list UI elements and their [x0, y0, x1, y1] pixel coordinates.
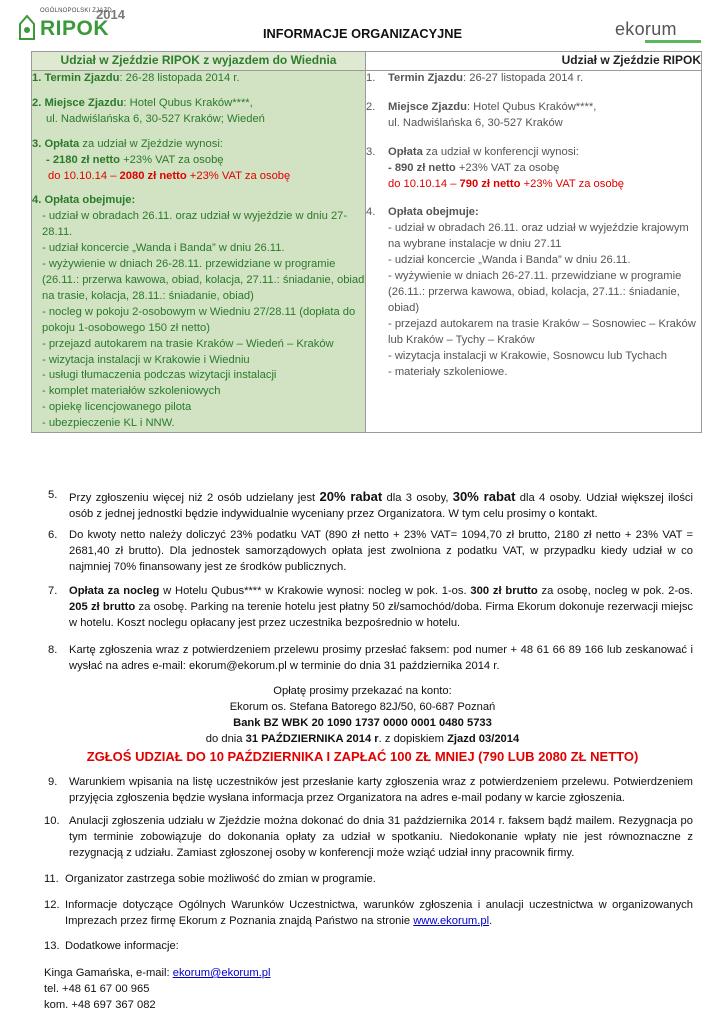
- contact-name: Kinga Gamańska, e-mail:: [44, 967, 173, 979]
- left-column-heading: Udział w Zjeździe RIPOK z wyjazdem do Wiednia: [32, 52, 366, 71]
- contact-mobile: kom. +48 697 367 082: [44, 998, 156, 1011]
- item-6: 6. Do kwoty netto należy doliczyć 23% podatku VAT (890 zł netto + 23% VAT= 1094,70 zł brutto, 2180 zł netto + 23% VAT = 2681,40 zł brutto). Dla jednostek samorządowych opłata jest zwolniona z podatku VAT, w przypadku kiedy udział w co najmniej 70% finansowany jest ze środków publicznych.: [48, 529, 693, 573]
- list-item: - wyżywienie w dniach 26-28.11. przewidziane w programie (26.11.: przerwa kawowa, obiad, kolacja, 27.11.: śniadanie, obiad na trasie, kolacja, 28.11.: śniadanie, obiad): [42, 258, 365, 302]
- left-term: 1. Termin Zjazdu: 26-28 listopada 2014 r.: [32, 72, 240, 84]
- early-registration-banner: ZGŁOŚ UDZIAŁ DO 10 PAŹDZIERNIKA I ZAPŁAĆ 100 ZŁ MNIEJ (790 LUB 2080 ZŁ NETTO): [86, 749, 639, 764]
- ripok-year: 2014: [96, 7, 125, 22]
- ripok-subtitle: OGÓLNOPOLSKI ZJAZD: [40, 8, 112, 14]
- contact-block: [44, 966, 271, 1014]
- list-item: - przejazd autokarem na trasie Kraków – Sosnowiec – Kraków lub Kraków – Tychy – Kraków: [388, 317, 696, 346]
- list-item: - nocleg w pokoju 2-osobowym w Wiedniu 27/28.11 (dopłata do pokoju 1-osobowego 150 zł netto): [42, 305, 356, 334]
- right-column-heading: Udział w Zjeździe RIPOK: [366, 52, 702, 71]
- ekorum-logo: [615, 17, 701, 43]
- item-5: 5. Przy zgłoszeniu więcej niż 2 osób udzielany jest 20% rabat dla 3 osoby, 30% rabat dla 4 osoby. Udział większej ilości osób z jednej jednostki będzie indywidualnie wyceniany przez Organizatora. W tym celu prosimy o kontakt.: [48, 489, 693, 520]
- contact-phone: tel. +48 61 67 00 965: [44, 982, 150, 995]
- item-13: 13. Dodatkowe informacje:: [44, 940, 179, 952]
- ekorum-website-link[interactable]: www.ekorum.pl: [413, 914, 490, 927]
- list-item: - opiekę licencjowanego pilota: [42, 401, 192, 414]
- list-item: - udział w obradach 26.11. oraz udział w wyjeździe w dniu 27-28.11.: [42, 210, 348, 239]
- item-8: 8. Kartę zgłoszenia wraz z potwierdzeniem przelewu prosimy przesłać faksem: pod numer + 48 61 66 89 166 lub zeskanować i wysłać na adres e-mail: ekorum@ekorum.pl w terminie do dnia 31 października 2014 r.: [48, 644, 693, 672]
- contact-email-link[interactable]: ekorum@ekorum.pl: [172, 967, 271, 979]
- list-item: - wizytacja instalacji w Krakowie, Sosnowcu lub Tychach: [388, 349, 667, 362]
- ripok-name: RIPOK: [40, 17, 110, 40]
- right-fee: 3. Opłata za udział w konferencji wynosi: - 890 zł netto +23% VAT za osobę do 10.10.14 – 790 zł netto +23% VAT za osobę: [366, 145, 625, 190]
- list-item: - wizytacja instalacji w Krakowie i Wiedniu: [42, 353, 250, 366]
- right-place: 2. Miejsce Zjazdu: Hotel Qubus Kraków****, ul. Nadwiślańska 6, 30-527 Kraków: [366, 100, 597, 129]
- payment-bank-account: Bank BZ WBK 20 1090 1737 0000 0001 0480 5733: [233, 717, 492, 729]
- list-item: - przejazd autokarem na trasie Kraków – Wiedeń – Kraków: [42, 337, 334, 350]
- left-fee: 3. Opłata za udział w Zjeździe wynosi: - 2180 zł netto +23% VAT za osobę do 10.10.14 – 2080 zł netto +23% VAT za osobę: [32, 137, 291, 182]
- ekorum-logo-text: ekorum: [615, 19, 677, 39]
- list-item: - udział w obradach 26.11. oraz udział w wyjeździe krajowym na wybrane instalacje w dniu 27.11: [388, 222, 689, 251]
- list-item: - komplet materiałów szkoleniowych: [42, 385, 221, 398]
- ekorum-logo-bar: [645, 40, 701, 43]
- list-item: - ubezpieczenie KL i NNW.: [42, 417, 175, 430]
- right-includes: 4. Opłata obejmuje: - udział w obradach 26.11. oraz udział w wyjeździe krajowym na wybrane instalacje w dniu 27.11 - udział koncercie „Wanda i Banda” w dniu 26.11. - wyżywienie w dniach 26-27.11. przewidziane w programie (26.11.: przerwa kawowa, obiad, kolacja, 27.11.: śniadanie, obiad) - przejazd autokarem na trasie Kraków – Sosnowiec – Kraków lub Kraków – Tychy – Kraków - wizytacja instalacji w Krakowie, Sosnowcu lub Tychach - materiały szkoleniowe.: [366, 205, 701, 380]
- item-12: 12. Informacje dotyczące Ogólnych Warunków Uczestnictwa, warunków zgłoszenia i anulacji uczestnictwa w organizowanych Imprezach przez firmę Ekorum z Poznania znajdą Państwo na stronie www.ekorum.pl.: [44, 899, 693, 927]
- payment-address: Ekorum os. Stefana Batorego 82J/50, 60-687 Poznań: [229, 701, 496, 713]
- list-item: - wyżywienie w dniach 26-27.11. przewidziane w programie (26.11.: przerwa kawowa, obiad, kolacja, 27.11.: śniadanie, obiad): [388, 270, 682, 314]
- left-column: [32, 71, 366, 433]
- page-title: INFORMACJE ORGANIZACYJNE: [262, 26, 463, 41]
- right-term: 1. Termin Zjazdu: 26-27 listopada 2014 r.: [366, 72, 584, 84]
- list-item: - usługi tłumaczenia podczas wizytacji instalacji: [42, 369, 277, 382]
- payment-intro: Opłatę prosimy przekazać na konto:: [273, 685, 452, 697]
- payment-deadline: do dnia 31 PAŹDZIERNIKA 2014 r. z dopiskiem Zjazd 03/2014: [205, 733, 520, 745]
- item-10: 10. Anulacji zgłoszenia udziału w Zjeździe można dokonać do dnia 31 października 2014 r. faksem bądź mailem. Rezygnacja po tym terminie zobowiązuje do dokonania opłaty za udział w spotkaniu. Niedokonanie wpłaty nie jest równoznaczne z rezygnacją z udziału. Zamiast zgłoszonej osoby w konferencji może wziąć udział inny pracownik firmy.: [44, 815, 693, 859]
- item-9: 9. Warunkiem wpisania na listę uczestników jest przesłanie karty zgłoszenia wraz z potwierdzeniem przelewu. Potwierdzeniem przyjęcia zgłoszenia będzie wysłana informacja przez Organizatora na adres e-mail podany w karcie zgłoszenia.: [48, 776, 693, 804]
- list-item: - materiały szkoleniowe.: [388, 365, 508, 378]
- left-place: 2. Miejsce Zjazdu: Hotel Qubus Kraków****, ul. Nadwiślańska 6, 30-527 Kraków; Wiedeń: [32, 96, 265, 125]
- item-11: 11. Organizator zastrzega sobie możliwość do zmian w programie.: [44, 873, 376, 885]
- list-item: - udział koncercie „Wanda i Banda” w dniu 26.11.: [42, 242, 285, 255]
- offer-table: [31, 51, 702, 433]
- item-7: 7. Opłata za nocleg w Hotelu Qubus**** w Krakowie wynosi: nocleg w pok. 1-os. 300 zł brutto za osobę, nocleg w pok. 2-os. 205 zł brutto za osobę. Parking na terenie hotelu jest płatny 50 zł/samochód/doba. Firma Ekorum dokonuje rezerwacji miejsc w hotelu. Koszt noclegu opłacany jest przez uczestnika bezpośrednio w hotelu.: [48, 585, 694, 629]
- right-column: [366, 71, 702, 433]
- left-includes: 4. Opłata obejmuje: - udział w obradach 26.11. oraz udział w wyjeździe w dniu 27-28.11. - udział koncercie „Wanda i Banda” w dniu 26.11. - wyżywienie w dniach 26-28.11. przewidziane w programie (26.11.: przerwa kawowa, obiad, kolacja, 27.11.: śniadanie, obiad na trasie, kolacja, 28.11.: śniadanie, obiad) - nocleg w pokoju 2-osobowym w Wiedniu 27/28.11 (dopłata do pokoju 1-osobowego 150 zł netto) - przejazd autokarem na trasie Kraków – Wiedeń – Kraków - wizytacja instalacji w Krakowie i Wiedniu - usługi tłumaczenia podczas wizytacji instalacji - komplet materiałów szkoleniowych - opiekę licencjowanego pilota - ubezpieczenie KL i NNW.: [32, 193, 365, 432]
- list-item: - udział koncercie „Wanda i Banda” w dniu 26.11.: [388, 254, 631, 267]
